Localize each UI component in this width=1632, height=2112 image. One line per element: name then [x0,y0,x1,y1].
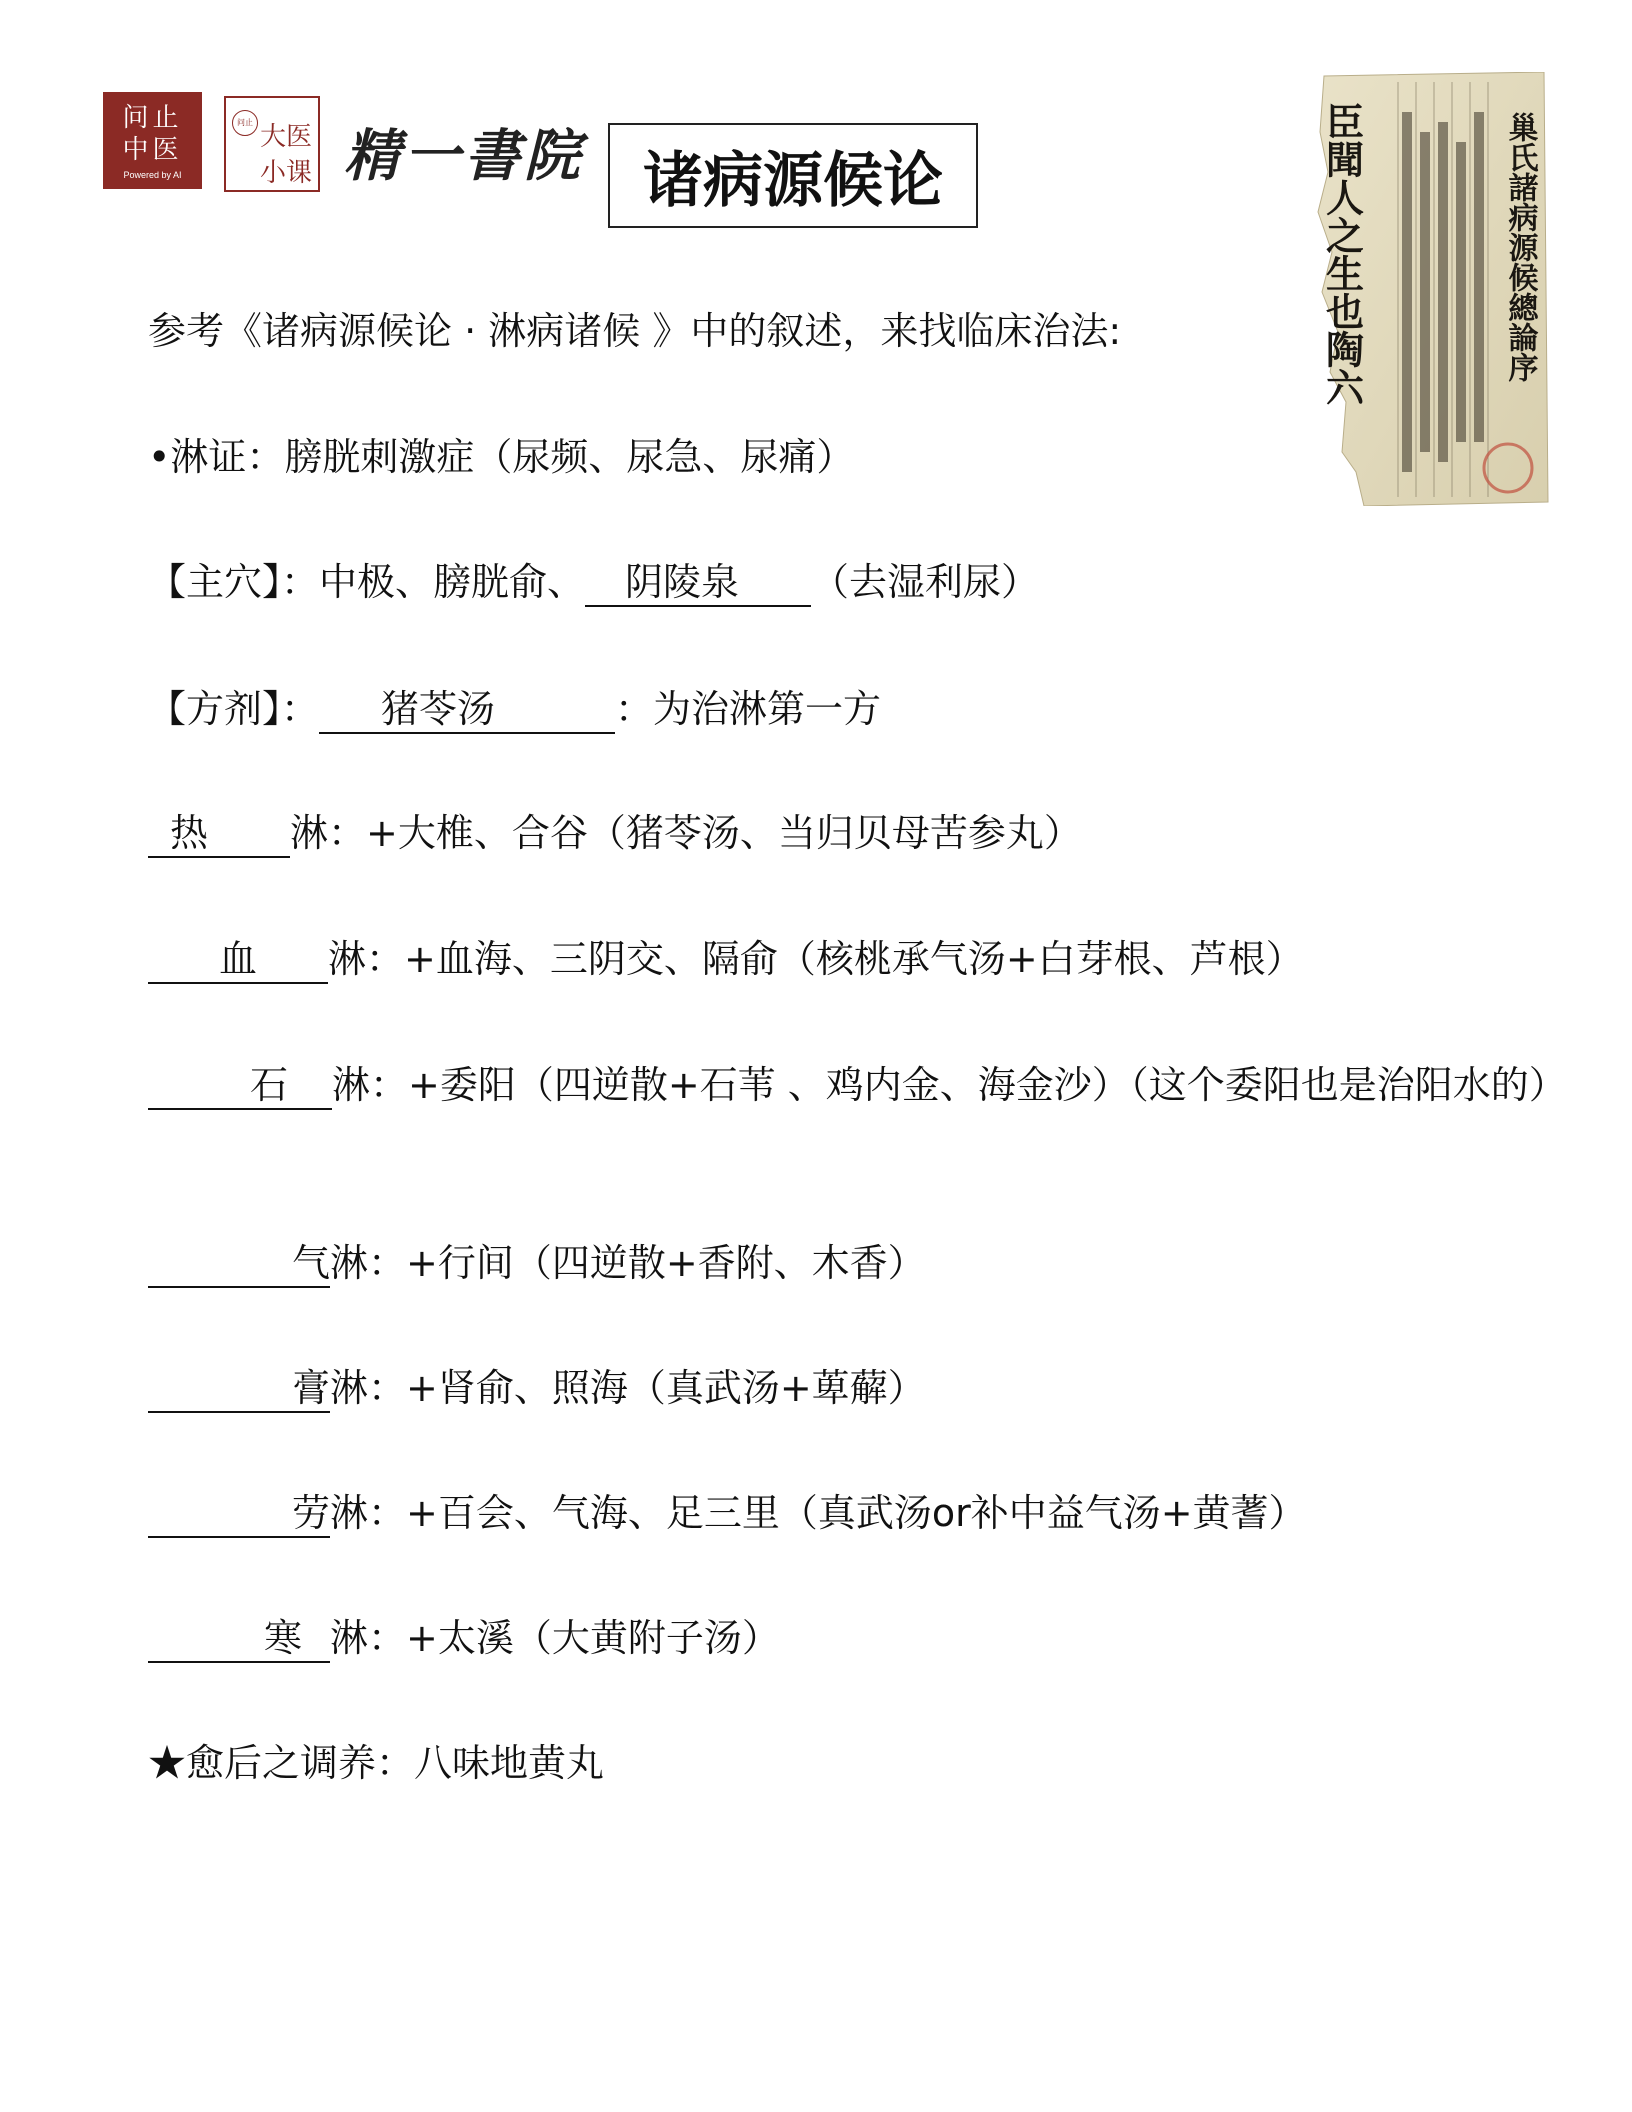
type-row-stone [148,1057,1568,1113]
book-title-text: 巢氏諸病源候總論序 [1502,112,1538,382]
academy-calligraphy-logo: 精一書院 [344,123,584,189]
main-points-blank: 阴陵泉 [585,559,811,607]
type-row-heat [148,808,1082,858]
type-row-qi [148,1238,926,1288]
type-detail: 淋：+行间（四逆散+香附、木香） [330,1241,926,1285]
type-row-blood [148,934,1304,984]
logo-text-line1: 大医 [260,122,313,152]
type-detail: 淋：+血海、三阴交、隔俞（核桃承气汤+白芽根、芦根） [328,937,1304,981]
type-blank: 气 [148,1240,330,1288]
logo-text-line1: 问止 [122,102,183,133]
main-points-note: （去湿利尿） [811,560,1040,604]
logo-text-line2: 中医 [122,134,183,165]
ancient-book-cover-image [1312,72,1550,506]
dayi-xiaoke-logo [224,96,320,192]
logo-seal: 问止 [232,110,258,136]
logo-powered-by: Powered by AI [123,169,182,180]
type-blank: 石 [148,1062,332,1110]
formula-note: ：为治淋第一方 [615,687,882,731]
book-side-text: 臣聞人之生也陶六 [1319,102,1365,406]
formula-line [148,684,881,734]
type-detail: 淋：+大椎、合谷（猪苓汤、当归贝母苦参丸） [290,811,1082,855]
page-title: 诸病源候论 [608,123,978,228]
type-blank: 劳 [148,1490,330,1538]
type-detail: 淋：+百会、气海、足三里（真武汤or补中益气汤+黄蓍） [330,1491,1307,1535]
type-blank: 血 [148,936,328,984]
formula-label: 【方剂】： [148,687,320,731]
type-detail: 淋：+肾俞、照海（真武汤+萆薢） [330,1366,926,1410]
aftercare-line: ★愈后之调养：八味地黄丸 [148,1741,605,1785]
main-points-label: 【主穴】：中极、膀胱俞、 [148,560,586,604]
type-row-fatigue [148,1488,1307,1538]
wenzhi-logo [103,92,202,189]
intro-line: 参考《诸病源候论 · 淋病诸候 》中的叙述，来找临床治法: [148,309,1122,353]
type-blank: 寒 [148,1615,330,1663]
type-detail: 淋：+太溪（大黄附子汤） [330,1616,780,1660]
logo-text-line2: 小课 [260,158,313,188]
type-blank: 膏 [148,1365,330,1413]
main-points-line [148,557,1039,607]
formula-blank: 猪苓汤 [319,686,615,734]
type-detail: 淋：+委阳（四逆散+石苇 、鸡内金、海金沙）（这个委阳也是治阳水的） [332,1063,1567,1107]
type-blank: 热 [148,810,290,858]
type-row-cold [148,1613,780,1663]
definition-line: •淋证：膀胱刺激症（尿频、尿急、尿痛） [148,435,855,479]
type-row-paste [148,1363,926,1413]
